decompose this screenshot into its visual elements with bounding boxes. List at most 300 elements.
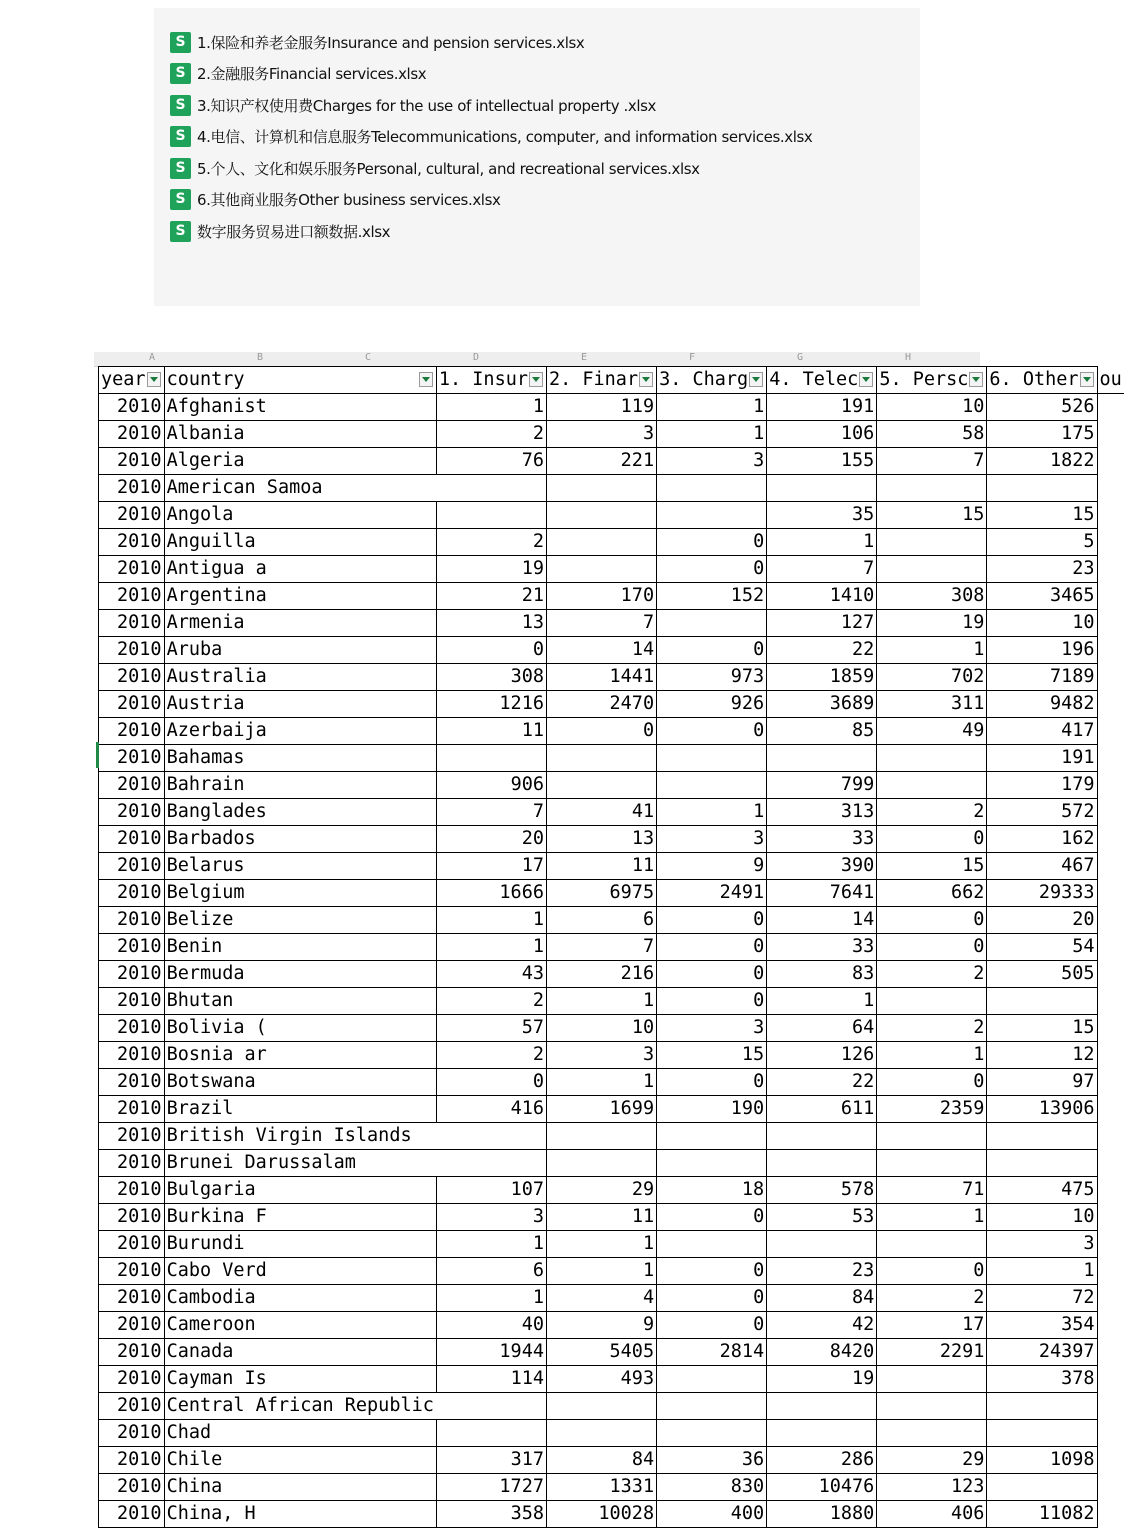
value-cell[interactable] — [546, 1123, 656, 1150]
value-cell[interactable] — [657, 1366, 767, 1393]
country-cell[interactable]: China, H — [164, 1501, 436, 1528]
overflow-cell[interactable] — [1097, 664, 1124, 691]
value-cell[interactable]: 33 — [767, 826, 877, 853]
country-cell[interactable]: Barbados — [164, 826, 436, 853]
value-cell[interactable] — [436, 502, 546, 529]
year-cell[interactable]: 2010 — [99, 907, 165, 934]
value-cell[interactable]: 973 — [657, 664, 767, 691]
country-cell[interactable]: Bermuda — [164, 961, 436, 988]
column-letter[interactable]: E — [580, 352, 588, 363]
value-cell[interactable]: 84 — [767, 1285, 877, 1312]
column-header[interactable] — [99, 367, 165, 394]
value-cell[interactable]: 216 — [546, 961, 656, 988]
year-cell[interactable]: 2010 — [99, 1231, 165, 1258]
value-cell[interactable]: 127 — [767, 610, 877, 637]
value-cell[interactable]: 2814 — [657, 1339, 767, 1366]
value-cell[interactable]: 6975 — [546, 880, 656, 907]
value-cell[interactable]: 475 — [987, 1177, 1097, 1204]
filter-dropdown-icon[interactable] — [859, 372, 873, 387]
value-cell[interactable]: 71 — [877, 1177, 987, 1204]
value-cell[interactable]: 190 — [657, 1096, 767, 1123]
value-cell[interactable]: 20 — [436, 826, 546, 853]
value-cell[interactable]: 14 — [546, 637, 656, 664]
value-cell[interactable] — [877, 475, 987, 502]
value-cell[interactable] — [987, 988, 1097, 1015]
country-cell[interactable]: Benin — [164, 934, 436, 961]
value-cell[interactable]: 1 — [546, 1231, 656, 1258]
value-cell[interactable]: 1880 — [767, 1501, 877, 1528]
overflow-cell[interactable] — [1097, 1285, 1124, 1312]
value-cell[interactable]: 2491 — [657, 880, 767, 907]
value-cell[interactable]: 13 — [546, 826, 656, 853]
value-cell[interactable]: 7 — [546, 934, 656, 961]
value-cell[interactable]: 9 — [546, 1312, 656, 1339]
value-cell[interactable] — [546, 1420, 656, 1447]
value-cell[interactable]: 22 — [767, 1069, 877, 1096]
year-cell[interactable]: 2010 — [99, 1204, 165, 1231]
overflow-cell[interactable] — [1097, 1123, 1124, 1150]
country-cell[interactable]: Cabo Verd — [164, 1258, 436, 1285]
value-cell[interactable]: 10476 — [767, 1474, 877, 1501]
overflow-cell[interactable] — [1097, 1258, 1124, 1285]
year-cell[interactable]: 2010 — [99, 745, 165, 772]
value-cell[interactable]: 0 — [657, 637, 767, 664]
value-cell[interactable]: 317 — [436, 1447, 546, 1474]
value-cell[interactable]: 179 — [987, 772, 1097, 799]
value-cell[interactable]: 2470 — [546, 691, 656, 718]
value-cell[interactable]: 1 — [657, 799, 767, 826]
value-cell[interactable]: 15 — [877, 502, 987, 529]
year-cell[interactable]: 2010 — [99, 1339, 165, 1366]
value-cell[interactable]: 175 — [987, 421, 1097, 448]
value-cell[interactable]: 107 — [436, 1177, 546, 1204]
value-cell[interactable] — [987, 1123, 1097, 1150]
value-cell[interactable]: 1 — [436, 1231, 546, 1258]
year-cell[interactable]: 2010 — [99, 556, 165, 583]
value-cell[interactable]: 15 — [877, 853, 987, 880]
filter-dropdown-icon[interactable] — [969, 372, 983, 387]
country-cell[interactable]: Bosnia ar — [164, 1042, 436, 1069]
column-header[interactable] — [546, 367, 656, 394]
value-cell[interactable]: 702 — [877, 664, 987, 691]
overflow-cell[interactable] — [1097, 394, 1124, 421]
value-cell[interactable]: 170 — [546, 583, 656, 610]
value-cell[interactable]: 1 — [987, 1258, 1097, 1285]
overflow-cell[interactable] — [1097, 1015, 1124, 1042]
value-cell[interactable]: 0 — [657, 1312, 767, 1339]
value-cell[interactable]: 14 — [767, 907, 877, 934]
value-cell[interactable] — [546, 475, 656, 502]
value-cell[interactable]: 72 — [987, 1285, 1097, 1312]
value-cell[interactable]: 35 — [767, 502, 877, 529]
value-cell[interactable]: 1 — [436, 394, 546, 421]
column-header[interactable] — [987, 367, 1097, 394]
column-header[interactable] — [1097, 367, 1124, 394]
country-cell[interactable]: Belize — [164, 907, 436, 934]
overflow-cell[interactable] — [1097, 799, 1124, 826]
country-cell[interactable]: Belarus — [164, 853, 436, 880]
value-cell[interactable]: 54 — [987, 934, 1097, 961]
value-cell[interactable]: 196 — [987, 637, 1097, 664]
overflow-cell[interactable] — [1097, 583, 1124, 610]
value-cell[interactable] — [877, 772, 987, 799]
value-cell[interactable]: 0 — [657, 718, 767, 745]
value-cell[interactable] — [546, 502, 656, 529]
value-cell[interactable] — [657, 1420, 767, 1447]
value-cell[interactable]: 114 — [436, 1366, 546, 1393]
overflow-cell[interactable] — [1097, 1312, 1124, 1339]
value-cell[interactable]: 926 — [657, 691, 767, 718]
value-cell[interactable] — [987, 1150, 1097, 1177]
country-cell[interactable]: Angola — [164, 502, 436, 529]
year-cell[interactable]: 2010 — [99, 1501, 165, 1528]
value-cell[interactable]: 0 — [657, 556, 767, 583]
overflow-cell[interactable] — [1097, 421, 1124, 448]
overflow-cell[interactable] — [1097, 880, 1124, 907]
value-cell[interactable]: 1944 — [436, 1339, 546, 1366]
year-cell[interactable]: 2010 — [99, 421, 165, 448]
value-cell[interactable]: 578 — [767, 1177, 877, 1204]
country-cell[interactable]: Cayman Is — [164, 1366, 436, 1393]
value-cell[interactable]: 40 — [436, 1312, 546, 1339]
overflow-cell[interactable] — [1097, 1042, 1124, 1069]
year-cell[interactable]: 2010 — [99, 637, 165, 664]
overflow-cell[interactable] — [1097, 1501, 1124, 1528]
value-cell[interactable] — [987, 1420, 1097, 1447]
value-cell[interactable]: 7 — [877, 448, 987, 475]
country-cell[interactable]: British Virgin Islands — [164, 1123, 436, 1150]
overflow-cell[interactable] — [1097, 637, 1124, 664]
column-header[interactable] — [436, 367, 546, 394]
value-cell[interactable] — [546, 1393, 656, 1420]
overflow-cell[interactable] — [1097, 961, 1124, 988]
year-cell[interactable]: 2010 — [99, 394, 165, 421]
value-cell[interactable]: 493 — [546, 1366, 656, 1393]
overflow-cell[interactable] — [1097, 745, 1124, 772]
year-cell[interactable]: 2010 — [99, 934, 165, 961]
year-cell[interactable]: 2010 — [99, 772, 165, 799]
value-cell[interactable]: 1 — [657, 394, 767, 421]
year-cell[interactable]: 2010 — [99, 961, 165, 988]
value-cell[interactable]: 0 — [657, 934, 767, 961]
year-cell[interactable]: 2010 — [99, 664, 165, 691]
column-letter[interactable]: F — [688, 352, 696, 363]
value-cell[interactable]: 3 — [657, 1015, 767, 1042]
value-cell[interactable]: 1 — [767, 529, 877, 556]
country-cell[interactable]: Bahamas — [164, 745, 436, 772]
value-cell[interactable]: 0 — [877, 826, 987, 853]
year-cell[interactable]: 2010 — [99, 826, 165, 853]
value-cell[interactable]: 611 — [767, 1096, 877, 1123]
value-cell[interactable]: 3 — [546, 421, 656, 448]
value-cell[interactable] — [546, 772, 656, 799]
country-cell[interactable]: Bulgaria — [164, 1177, 436, 1204]
value-cell[interactable]: 17 — [877, 1312, 987, 1339]
value-cell[interactable]: 19 — [436, 556, 546, 583]
overflow-cell[interactable] — [1097, 529, 1124, 556]
value-cell[interactable]: 1 — [546, 1069, 656, 1096]
value-cell[interactable]: 155 — [767, 448, 877, 475]
value-cell[interactable] — [987, 475, 1097, 502]
year-cell[interactable]: 2010 — [99, 1447, 165, 1474]
value-cell[interactable]: 11 — [546, 853, 656, 880]
country-cell[interactable]: Botswana — [164, 1069, 436, 1096]
value-cell[interactable]: 11082 — [987, 1501, 1097, 1528]
country-cell[interactable]: Cameroon — [164, 1312, 436, 1339]
value-cell[interactable]: 2 — [877, 799, 987, 826]
file-item[interactable] — [170, 61, 426, 85]
value-cell[interactable]: 162 — [987, 826, 1097, 853]
file-item[interactable] — [170, 187, 500, 211]
filter-dropdown-icon[interactable] — [639, 372, 653, 387]
value-cell[interactable]: 10 — [546, 1015, 656, 1042]
value-cell[interactable]: 1699 — [546, 1096, 656, 1123]
value-cell[interactable] — [546, 1150, 656, 1177]
value-cell[interactable]: 97 — [987, 1069, 1097, 1096]
country-cell[interactable]: Central African Republic — [164, 1393, 436, 1420]
value-cell[interactable]: 1727 — [436, 1474, 546, 1501]
year-cell[interactable]: 2010 — [99, 1285, 165, 1312]
country-cell[interactable]: Canada — [164, 1339, 436, 1366]
value-cell[interactable] — [877, 988, 987, 1015]
value-cell[interactable]: 2291 — [877, 1339, 987, 1366]
value-cell[interactable]: 2 — [436, 529, 546, 556]
country-cell[interactable]: Bahrain — [164, 772, 436, 799]
value-cell[interactable]: 1 — [436, 1285, 546, 1312]
value-cell[interactable]: 3689 — [767, 691, 877, 718]
value-cell[interactable]: 0 — [657, 907, 767, 934]
file-item[interactable] — [170, 219, 390, 243]
country-cell[interactable]: Argentina — [164, 583, 436, 610]
value-cell[interactable]: 106 — [767, 421, 877, 448]
year-cell[interactable]: 2010 — [99, 1258, 165, 1285]
country-cell[interactable]: Bolivia ( — [164, 1015, 436, 1042]
value-cell[interactable]: 29333 — [987, 880, 1097, 907]
value-cell[interactable]: 29 — [877, 1447, 987, 1474]
year-cell[interactable]: 2010 — [99, 1474, 165, 1501]
column-header[interactable] — [164, 367, 436, 394]
overflow-cell[interactable] — [1097, 691, 1124, 718]
value-cell[interactable]: 36 — [657, 1447, 767, 1474]
value-cell[interactable]: 8420 — [767, 1339, 877, 1366]
value-cell[interactable]: 2 — [436, 421, 546, 448]
value-cell[interactable]: 1331 — [546, 1474, 656, 1501]
value-cell[interactable]: 2 — [877, 961, 987, 988]
value-cell[interactable]: 417 — [987, 718, 1097, 745]
year-cell[interactable]: 2010 — [99, 799, 165, 826]
value-cell[interactable]: 572 — [987, 799, 1097, 826]
value-cell[interactable]: 9 — [657, 853, 767, 880]
value-cell[interactable] — [877, 1123, 987, 1150]
value-cell[interactable]: 1 — [877, 1204, 987, 1231]
value-cell[interactable]: 29 — [546, 1177, 656, 1204]
overflow-cell[interactable] — [1097, 934, 1124, 961]
value-cell[interactable] — [877, 1393, 987, 1420]
overflow-cell[interactable] — [1097, 826, 1124, 853]
country-cell[interactable]: Brazil — [164, 1096, 436, 1123]
value-cell[interactable] — [767, 1150, 877, 1177]
filter-dropdown-icon[interactable] — [419, 372, 433, 387]
value-cell[interactable] — [546, 556, 656, 583]
value-cell[interactable]: 76 — [436, 448, 546, 475]
overflow-cell[interactable] — [1097, 1366, 1124, 1393]
column-header[interactable] — [657, 367, 767, 394]
filter-dropdown-icon[interactable] — [1080, 372, 1094, 387]
value-cell[interactable]: 1 — [546, 988, 656, 1015]
value-cell[interactable]: 1216 — [436, 691, 546, 718]
year-cell[interactable]: 2010 — [99, 1420, 165, 1447]
value-cell[interactable]: 10028 — [546, 1501, 656, 1528]
value-cell[interactable]: 1441 — [546, 664, 656, 691]
overflow-cell[interactable] — [1097, 610, 1124, 637]
value-cell[interactable]: 1822 — [987, 448, 1097, 475]
value-cell[interactable]: 1 — [767, 988, 877, 1015]
overflow-cell[interactable] — [1097, 1447, 1124, 1474]
value-cell[interactable]: 1 — [436, 934, 546, 961]
value-cell[interactable]: 10 — [987, 1204, 1097, 1231]
value-cell[interactable]: 24397 — [987, 1339, 1097, 1366]
value-cell[interactable]: 400 — [657, 1501, 767, 1528]
value-cell[interactable]: 467 — [987, 853, 1097, 880]
country-cell[interactable]: Burkina F — [164, 1204, 436, 1231]
value-cell[interactable]: 19 — [767, 1366, 877, 1393]
year-cell[interactable]: 2010 — [99, 610, 165, 637]
value-cell[interactable]: 11 — [436, 718, 546, 745]
country-cell[interactable]: Austria — [164, 691, 436, 718]
value-cell[interactable]: 10 — [987, 610, 1097, 637]
value-cell[interactable]: 191 — [767, 394, 877, 421]
value-cell[interactable] — [546, 529, 656, 556]
value-cell[interactable] — [767, 475, 877, 502]
year-cell[interactable]: 2010 — [99, 1123, 165, 1150]
value-cell[interactable] — [877, 1366, 987, 1393]
country-cell[interactable]: China — [164, 1474, 436, 1501]
column-header[interactable] — [767, 367, 877, 394]
column-letter[interactable]: C — [364, 352, 372, 363]
value-cell[interactable] — [767, 745, 877, 772]
value-cell[interactable]: 406 — [877, 1501, 987, 1528]
value-cell[interactable]: 1666 — [436, 880, 546, 907]
value-cell[interactable]: 221 — [546, 448, 656, 475]
value-cell[interactable]: 0 — [546, 718, 656, 745]
column-letter[interactable]: G — [796, 352, 804, 363]
value-cell[interactable]: 0 — [436, 1069, 546, 1096]
value-cell[interactable]: 20 — [987, 907, 1097, 934]
value-cell[interactable]: 21 — [436, 583, 546, 610]
value-cell[interactable]: 19 — [877, 610, 987, 637]
value-cell[interactable] — [657, 610, 767, 637]
value-cell[interactable]: 84 — [546, 1447, 656, 1474]
value-cell[interactable] — [767, 1420, 877, 1447]
value-cell[interactable]: 0 — [657, 1258, 767, 1285]
file-item[interactable] — [170, 30, 584, 54]
year-cell[interactable]: 2010 — [99, 718, 165, 745]
country-cell[interactable]: Belgium — [164, 880, 436, 907]
country-cell[interactable]: Afghanist — [164, 394, 436, 421]
value-cell[interactable]: 1859 — [767, 664, 877, 691]
country-cell[interactable]: Aruba — [164, 637, 436, 664]
value-cell[interactable]: 85 — [767, 718, 877, 745]
year-cell[interactable]: 2010 — [99, 448, 165, 475]
value-cell[interactable]: 58 — [877, 421, 987, 448]
overflow-cell[interactable] — [1097, 1231, 1124, 1258]
country-cell[interactable]: Bhutan — [164, 988, 436, 1015]
value-cell[interactable]: 390 — [767, 853, 877, 880]
value-cell[interactable]: 0 — [877, 1069, 987, 1096]
overflow-cell[interactable] — [1097, 718, 1124, 745]
value-cell[interactable]: 2 — [436, 1042, 546, 1069]
value-cell[interactable]: 83 — [767, 961, 877, 988]
value-cell[interactable] — [877, 556, 987, 583]
value-cell[interactable]: 0 — [657, 1069, 767, 1096]
filter-dropdown-icon[interactable] — [147, 372, 161, 387]
value-cell[interactable] — [657, 1393, 767, 1420]
value-cell[interactable]: 0 — [436, 637, 546, 664]
file-item[interactable] — [170, 93, 656, 117]
value-cell[interactable]: 0 — [657, 988, 767, 1015]
value-cell[interactable]: 3465 — [987, 583, 1097, 610]
value-cell[interactable] — [987, 1393, 1097, 1420]
country-cell[interactable]: Australia — [164, 664, 436, 691]
value-cell[interactable] — [987, 1474, 1097, 1501]
value-cell[interactable] — [436, 1123, 546, 1150]
value-cell[interactable]: 3 — [436, 1204, 546, 1231]
value-cell[interactable]: 41 — [546, 799, 656, 826]
value-cell[interactable]: 49 — [877, 718, 987, 745]
value-cell[interactable]: 7 — [767, 556, 877, 583]
value-cell[interactable]: 5 — [987, 529, 1097, 556]
value-cell[interactable]: 7 — [546, 610, 656, 637]
value-cell[interactable]: 308 — [436, 664, 546, 691]
value-cell[interactable]: 11 — [546, 1204, 656, 1231]
value-cell[interactable]: 1 — [657, 421, 767, 448]
value-cell[interactable] — [657, 1231, 767, 1258]
overflow-cell[interactable] — [1097, 1150, 1124, 1177]
overflow-cell[interactable] — [1097, 1177, 1124, 1204]
overflow-cell[interactable] — [1097, 1339, 1124, 1366]
value-cell[interactable] — [436, 745, 546, 772]
value-cell[interactable]: 378 — [987, 1366, 1097, 1393]
year-cell[interactable]: 2010 — [99, 1312, 165, 1339]
overflow-cell[interactable] — [1097, 448, 1124, 475]
year-cell[interactable]: 2010 — [99, 853, 165, 880]
year-cell[interactable]: 2010 — [99, 502, 165, 529]
overflow-cell[interactable] — [1097, 502, 1124, 529]
value-cell[interactable]: 1 — [546, 1258, 656, 1285]
value-cell[interactable] — [877, 1420, 987, 1447]
value-cell[interactable]: 1098 — [987, 1447, 1097, 1474]
year-cell[interactable]: 2010 — [99, 691, 165, 718]
value-cell[interactable]: 2359 — [877, 1096, 987, 1123]
value-cell[interactable]: 0 — [877, 907, 987, 934]
column-letter[interactable]: H — [904, 352, 912, 363]
year-cell[interactable]: 2010 — [99, 1366, 165, 1393]
overflow-cell[interactable] — [1097, 475, 1124, 502]
overflow-cell[interactable] — [1097, 556, 1124, 583]
value-cell[interactable]: 2 — [877, 1015, 987, 1042]
value-cell[interactable] — [657, 502, 767, 529]
year-cell[interactable]: 2010 — [99, 1150, 165, 1177]
value-cell[interactable]: 64 — [767, 1015, 877, 1042]
overflow-cell[interactable] — [1097, 1096, 1124, 1123]
value-cell[interactable]: 18 — [657, 1177, 767, 1204]
overflow-cell[interactable] — [1097, 853, 1124, 880]
overflow-cell[interactable] — [1097, 772, 1124, 799]
country-cell[interactable]: Anguilla — [164, 529, 436, 556]
column-header[interactable] — [877, 367, 987, 394]
value-cell[interactable]: 6 — [546, 907, 656, 934]
column-letter[interactable]: D — [472, 352, 480, 363]
